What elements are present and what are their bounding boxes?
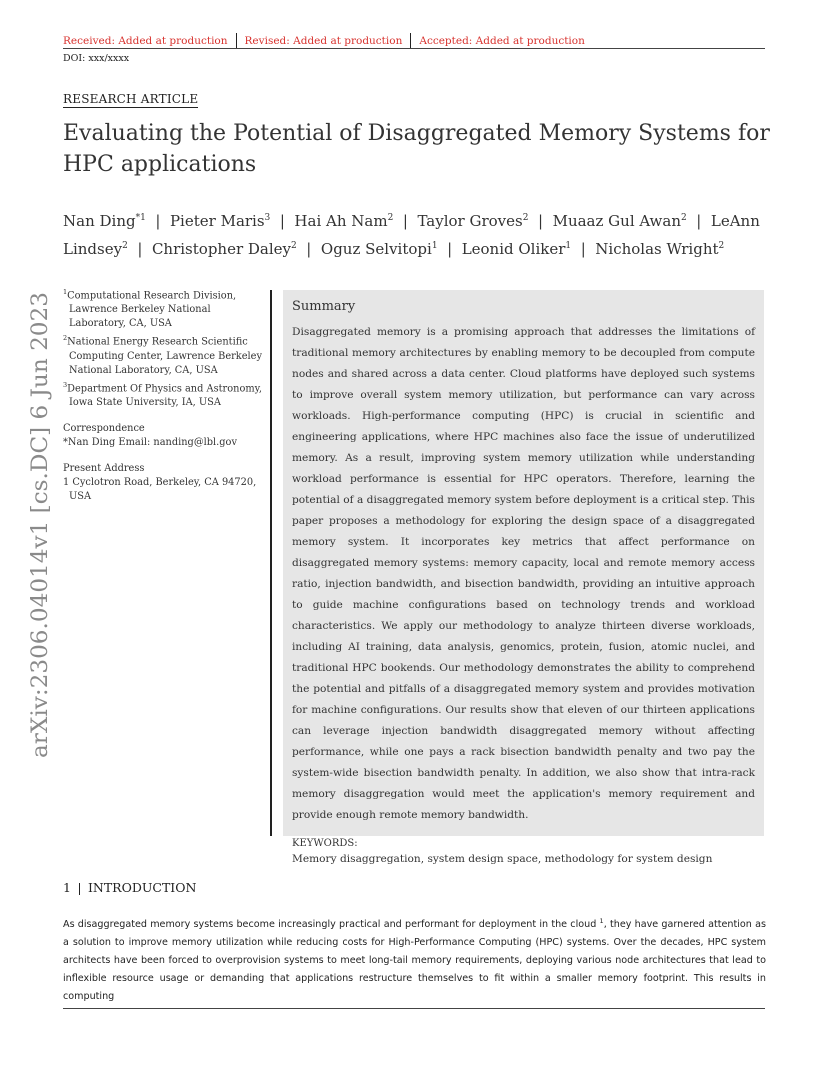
affiliation	[63, 331, 268, 377]
author-affiliation-mark: *1	[135, 213, 146, 223]
summary-rule	[270, 290, 272, 836]
summary-box	[283, 290, 764, 865]
author-separator: |	[393, 212, 418, 230]
affiliation-mark: 3	[63, 380, 68, 389]
affiliation-text: National Energy Research Scientific Computing Center, Lawrence Berkeley National Laboratory, CA, USA	[67, 336, 263, 376]
author-name: Nan Ding$^{*1}$	[63, 212, 146, 230]
divider	[410, 33, 411, 49]
correspondence-label: Correspondence	[63, 422, 145, 434]
summary-heading: Summary	[292, 299, 356, 314]
author-affiliation-mark: 2	[680, 213, 687, 223]
accepted-date: Accepted: Added at production	[419, 35, 585, 47]
author-affiliation-mark: 2	[387, 213, 394, 223]
arxiv-stamp-text: arXiv:2306.04014v1 [cs.DC] 6 Jun 2023	[27, 305, 53, 758]
author-separator: |	[528, 212, 553, 230]
section-heading	[63, 880, 196, 895]
author-name: Pieter Maris$^3$	[169, 212, 271, 230]
present-address-label: Present Address	[63, 462, 145, 474]
header-rule	[63, 48, 765, 49]
author-separator: |	[270, 212, 295, 230]
citation-link[interactable]: 1	[599, 917, 604, 925]
keywords-label: KEYWORDS:	[292, 838, 358, 849]
summary-text: Disaggregated memory is a promising approach that addresses the limitations of traditional memory architectures by enabling memory to be decoupled from compute nodes and shared across a data center. Cloud platforms have deployed such systems to improve overall system memory utilization, but performance can vary across workloads. High-performance computing (HPC) is crucial in scientific and engineering applications, where HPC machines also face the issue of underutilized memory. As a result, improving system memory utilization while understanding workload performance is essential for HPC operators. Therefore, learning the potential of a disaggregated memory system before deployment is a critical step. This paper proposes a methodology for exploring the design space of a disaggregated memory system. It incorporates key metrics that affect performance on disaggregated memory systems: memory capacity, local and remote memory access ratio, injection bandwidth, and bisection bandwidth, providing an intuitive approach to guide machine configurations based on technology trends and workload characteristics. We apply our methodology to analyze thirteen diverse workloads, including AI training, data analysis, genomics, protein, fusion, atomic nuclei, and traditional HPC bookends. Our methodology demonstrates the ability to comprehend the potential and pitfalls of a disaggregated memory system and provides motivation for machine configurations. Our results show that eleven of our thirteen applications can leverage injection bandwidth disaggregated memory without affecting performance, while one pays a rack bisection bandwidth penalty and two pay the system-wide bisection bandwidth penalty. In addition, we also show that intra-rack memory disaggregation would meet the application's memory requirement and provide enough remote memory bandwidth.	[292, 326, 755, 821]
affiliation-mark: 1	[63, 288, 68, 296]
article-type: RESEARCH ARTICLE	[63, 92, 199, 106]
affiliation-list	[63, 285, 268, 410]
received-date: Received: Added at production	[63, 35, 228, 47]
affiliation	[63, 378, 268, 410]
author-separator: |	[437, 240, 462, 258]
author-affiliation-mark: 3	[264, 213, 271, 223]
author-affiliation-mark: 1	[565, 241, 572, 251]
author-name: Nicholas Wright$^2$	[595, 240, 725, 258]
author-affiliation-mark: 2	[522, 213, 529, 223]
publication-dates	[63, 33, 585, 49]
author-affiliation-mark: 2	[291, 241, 297, 251]
author-affiliation-mark: 2	[122, 241, 128, 251]
author-name: LeAnn Lindsey$^2$	[63, 212, 760, 258]
author-name: Christopher Daley$^2$	[151, 240, 297, 258]
intro-paragraph	[63, 912, 766, 1006]
author-affiliation-mark: 1	[431, 241, 438, 251]
author-separator: |	[145, 212, 170, 230]
author-affiliation-mark: 2	[718, 241, 725, 251]
affiliation	[63, 285, 268, 331]
footer-rule	[63, 1008, 765, 1009]
paper-title: Evaluating the Potential of Disaggregated Memory Systems for HPC applications	[63, 121, 770, 177]
author-separator: |	[571, 240, 596, 258]
author-separator: |	[296, 240, 321, 258]
section-title: INTRODUCTION	[87, 880, 197, 895]
section-number: 1	[63, 880, 71, 895]
affiliations-column	[63, 285, 268, 504]
present-address-text: 1 Cyclotron Road, Berkeley, CA 94720, USA	[63, 476, 257, 502]
affiliation-mark: 2	[63, 334, 68, 343]
correspondence-text: *Nan Ding Email: nanding@lbl.gov	[63, 436, 237, 448]
intro-text-2: , they have garnered attention as a solution to improve memory utilization while reducing costs for High-Performance Computing (HPC) systems. Over the decades, HPC system architects have been forced to overprovision systems to meet long-tail memory requirements, deploying various node architectures that lead to inflexible resource usage or demanding that applications restructure themselves to fit within a smaller memory footprint. This results in computing	[63, 919, 766, 1003]
author-name: Hai Ah Nam$^2$	[294, 212, 394, 230]
author-name: Taylor Groves$^2$	[417, 212, 529, 230]
intro-text-1: As disaggregated memory systems become increasingly practical and performant for deployment in the cloud	[63, 919, 597, 931]
author-list	[63, 206, 763, 262]
author-name: Oguz Selvitopi$^1$	[320, 240, 438, 258]
author-name: Leonid Oliker$^1$	[461, 240, 572, 258]
keywords-text: Memory disaggregation, system design space, methodology for system design	[292, 853, 713, 865]
arxiv-stamp	[25, 290, 55, 760]
revised-date: Revised: Added at production	[244, 35, 403, 47]
author-separator: |	[127, 240, 152, 258]
doi: DOI: xxx/xxxx	[63, 53, 130, 64]
affiliation-text: Computational Research Division, Lawrence Berkeley National Laboratory, CA, USA	[67, 290, 237, 330]
affiliation-text: Department Of Physics and Astronomy, Iowa State University, IA, USA	[67, 382, 262, 408]
author-name: Muaaz Gul Awan$^2$	[552, 212, 687, 230]
author-separator: |	[686, 212, 711, 230]
divider	[236, 33, 237, 49]
divider	[79, 883, 80, 895]
